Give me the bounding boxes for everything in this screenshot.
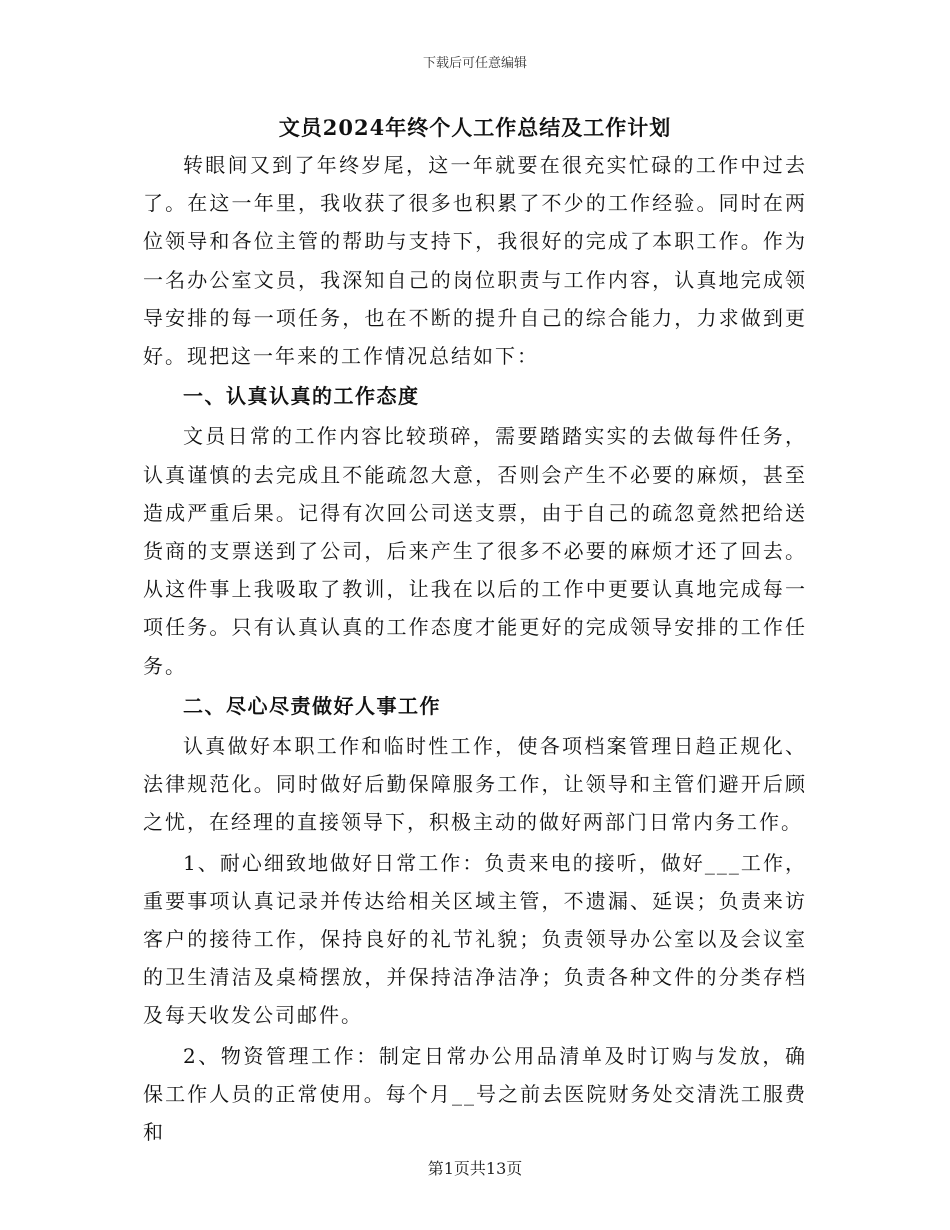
section-2-item-2: 2、物资管理工作：制定日常办公用品清单及时订购与发放，确保工作人员的正常使用。每个月__号之前去医院财务处交清洗工服费和 xyxy=(143,1043,807,1145)
document-title: 文员2024年终个人工作总结及工作计划 xyxy=(278,115,672,140)
intro-paragraph: 转眼间又到了年终岁尾，这一年就要在很充实忙碌的工作中过去了。在这一年里，我收获了很多也积累了不少的工作经验。同时在两位领导和各位主管的帮助与支持下，我很好的完成了本职工作。作为一名办公室文员，我深知自己的岗位职责与工作内容，认真地完成领导安排的每一项任务，也在不断的提升自己的综合能力，力求做到更好。现把这一年来的工作情况总结如下： xyxy=(143,153,807,369)
section-1-heading: 一、认真认真的工作态度 xyxy=(183,384,420,409)
section-2-paragraph: 认真做好本职工作和临时性工作，使各项档案管理日趋正规化、法律规范化。同时做好后勤保障服务工作，让领导和主管们避开后顾之忧，在经理的直接领导下，积极主动的做好两部门日常内务工作。 xyxy=(143,734,807,835)
section-2-heading: 二、尽心尽责做好人事工作 xyxy=(183,693,441,718)
header-note: 下载后可任意编辑 xyxy=(422,56,527,71)
document-body xyxy=(143,146,807,1151)
page-indicator: 第1页共13页 xyxy=(427,1159,523,1178)
section-1-paragraph: 文员日常的工作内容比较琐碎，需要踏踏实实的去做每件任务，认真谨慎的去完成且不能疏忽大意，否则会产生不必要的麻烦，甚至造成严重后果。记得有次回公司送支票，由于自己的疏忽竟然把给送货商的支票送到了公司，后来产生了很多不必要的麻烦才还了回去。从这件事上我吸取了教训，让我在以后的工作中更要认真地完成每一项任务。只有认真认真的工作态度才能更好的完成领导安排的工作任务。 xyxy=(143,424,807,678)
section-2-item-1: 1、耐心细致地做好日常工作：负责来电的接听，做好___工作，重要事项认真记录并传达给相关区域主管，不遗漏、延误；负责来访客户的接待工作，保持良好的礼节礼貌；负责领导办公室以及会议室的卫生清洁及桌椅摆放，并保持洁净洁净；负责各种文件的分类存档及每天收发公司邮件。 xyxy=(143,850,807,1028)
